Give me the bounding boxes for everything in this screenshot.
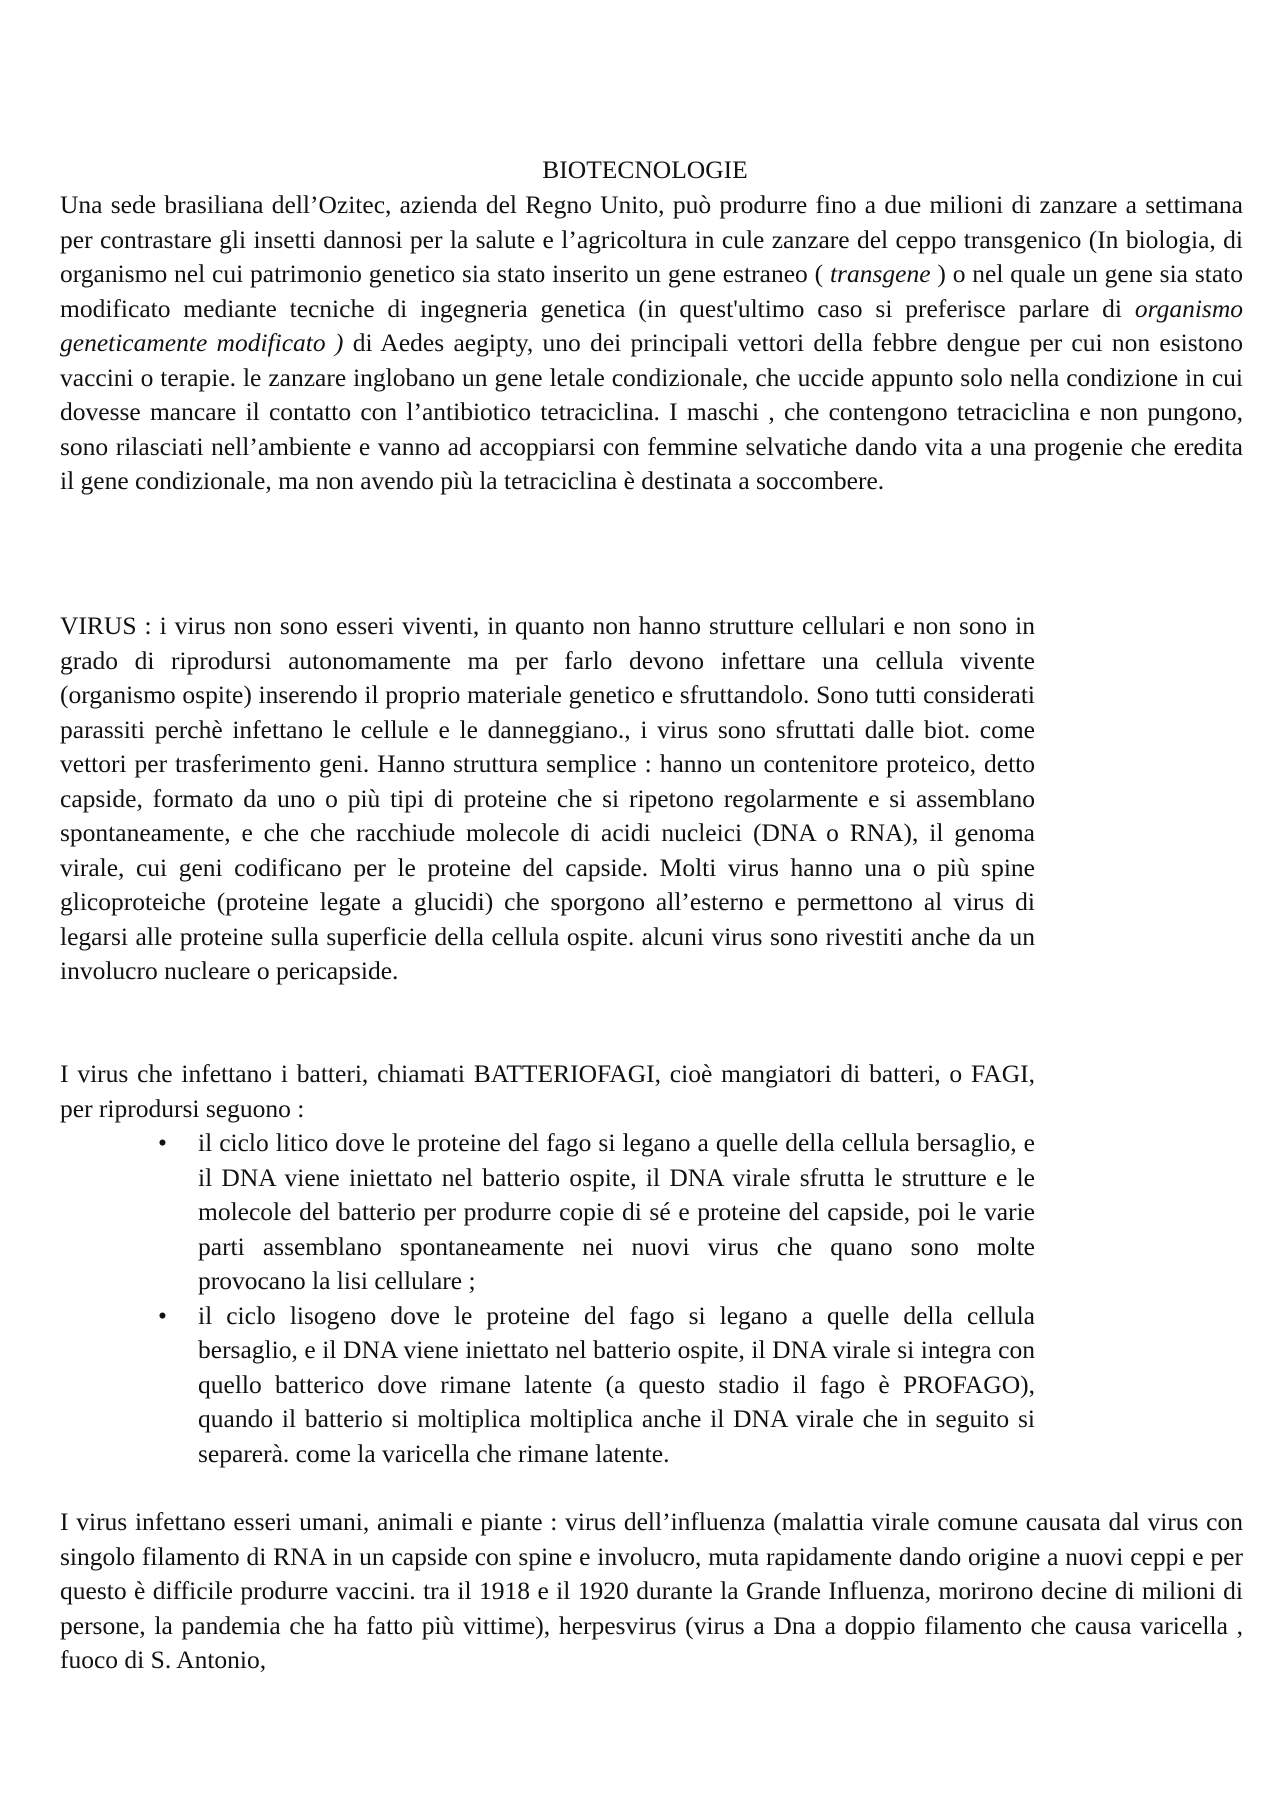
paragraph-batteriofagi: I virus che infettano i batteri, chiamati BATTERIOFAGI, cioè mangiatori di batteri, o FAGI, per riprodursi seguono : <box>60 1059 1035 1123</box>
paragraph-biotecnologie: Una sede brasiliana dell’Ozitec, azienda del Regno Unito, può produrre fino a due milioni di zanzare a settimana per contrastare gli insetti dannosi per la salute e l’agricoltura in cule zanzare del ceppo transgenico (In biologia, di organismo nel cui patrimonio genetico sia stato inserito un gene estraneo ( transgene ) o nel quale un gene sia stato modificato mediante tecniche di ingegneria genetica (in quest'ultimo caso si preferisce parlare di organismo geneticamente modificato ) di Aedes aegipty, uno dei principali vettori della febbre dengue per cui non esistono vaccini o terapie. le zanzare inglobano un gene letale condizionale, che uccide appunto solo nella condizione in cui dovesse mancare il contatto con l’antibiotico tetraciclina. I maschi , che contengono tetraciclina e non pungono, sono rilasciati nell’ambiente e vanno ad accoppiarsi con femmine selvatiche dando vita a una progenie che eredita il gene condizionale, ma non avendo più la tetraciclina è destinata a soccombere. <box>60 190 1243 495</box>
bullet-icon: • <box>158 1300 167 1330</box>
list-item: • il ciclo lisogeno dove le proteine del fago si legano a quelle della cellula bersaglio, e il DNA viene iniettato nel batterio ospite, il DNA virale si integra con quello batterico dove rimane latente (a questo stadio il fago è PROFAGO), quando il batterio si moltiplica moltiplica anche il DNA virale che in seguito si separerà. come la varicella che rimane latente. <box>158 1300 1035 1468</box>
bullet-icon: • <box>158 1128 167 1157</box>
page-title: BIOTECNOLOGIE <box>542 155 748 184</box>
paragraph-virus: VIRUS : i virus non sono esseri viventi, in quanto non hanno strutture cellulari e non sono in grado di riprodursi autonomamente ma per farlo devono infettare una cellula vivente (organismo ospite) inserendo il proprio materiale genetico e sfruttandolo. Sono tutti considerati parassiti perchè infettano le cellule e le danneggiano., i virus sono sfruttati dalle biot. come vettori per trasferimento geni. Hanno struttura semplice : hanno un contenitore proteico, detto capside, formato da uno o più tipi di proteine che si ripetono regolarmente e si assemblano spontaneamente, e che che racchiude molecole di acidi nucleici (DNA o RNA), il genoma virale, cui geni codificano per le proteine del capside. Molti virus hanno una o più spine glicoproteiche (proteine legate a glucidi) che sporgono all’esterno e permettono al virus di legarsi alle proteine sulla superficie della cellula ospite. alcuni virus sono rivestiti anche da un involucro nucleare o pericapside. <box>60 611 1035 985</box>
paragraph-virus-infettano: I virus infettano esseri umani, animali e piante : virus dell’influenza (malattia virale comune causata dal virus con singolo filamento di RNA in un capside con spine e involucro, muta rapidamente dando origine a nuovi ceppi e per questo è difficile produrre vaccini. tra il 1918 e il 1920 durante la Grande Influenza, morirono decine di milioni di persone, la pandemia che ha fatto più vittime), herpesvirus (virus a Dna a doppio filamento che causa varicella , fuoco di S. Antonio, <box>60 1507 1243 1674</box>
list-item: • il ciclo litico dove le proteine del fago si legano a quelle della cellula bersaglio, e il DNA viene iniettato nel batterio ospite, il DNA virale sfrutta le strutture e le molecole del batterio per produrre copie di sé e proteine del capside, poi le varie parti assemblano spontaneamente nei nuovi virus che quano sono molte provocano la lisi cellulare ; <box>158 1128 1035 1295</box>
bullet-list <box>60 1126 1035 1471</box>
